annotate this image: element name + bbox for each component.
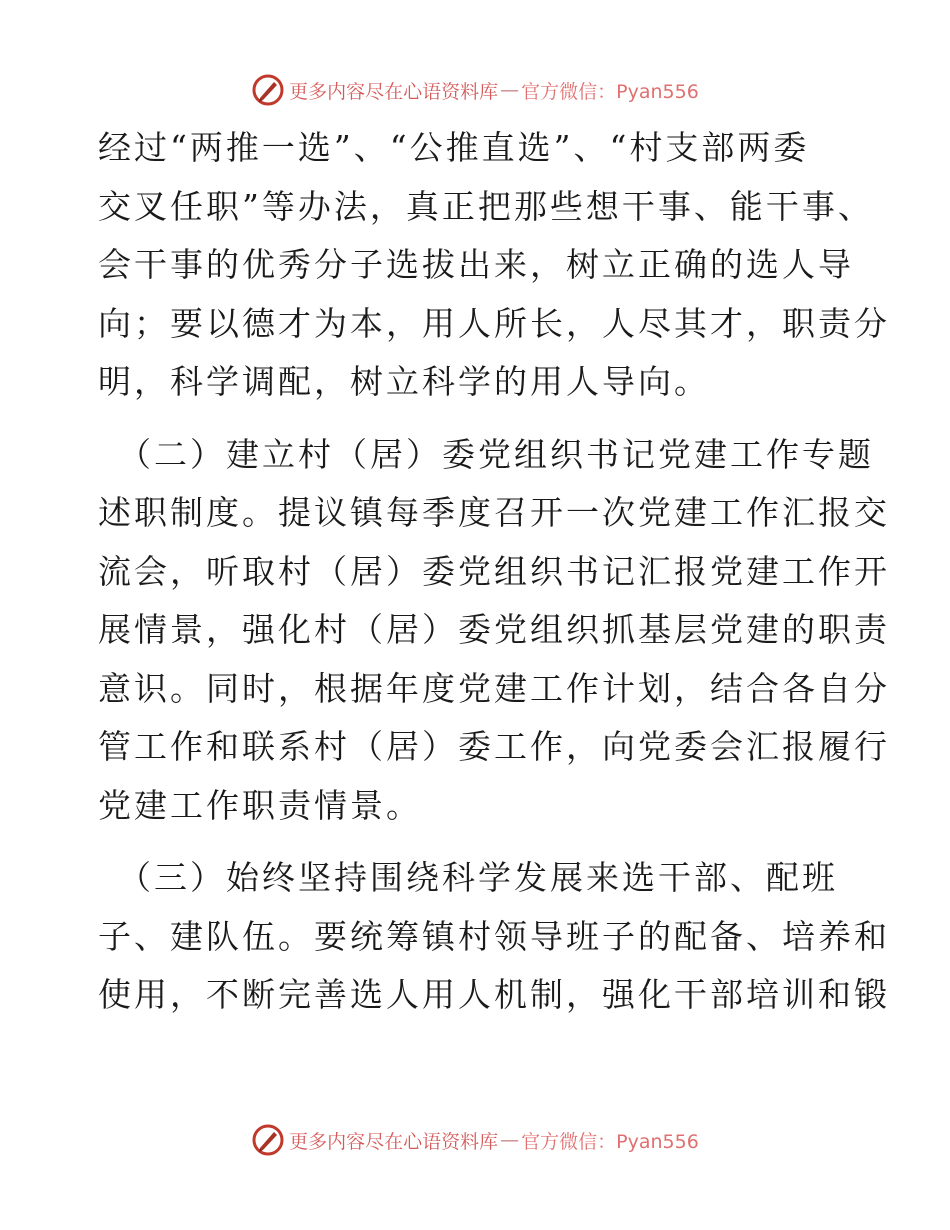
text-line: 子、建队伍。要统筹镇村领导班子的配备、培养和 <box>98 916 890 956</box>
text-line: 经过“两推一选”、“公推直选”、“村支部两委 <box>98 128 810 167</box>
text-line: 流会，听取村（居）委党组织书记汇报党建工作开 <box>98 551 890 591</box>
footer-banner-separator: — <box>500 1129 520 1151</box>
pen-logo-icon <box>251 1123 285 1157</box>
text-line: 管工作和联系村（居）委工作，向党委会汇报履行 <box>98 727 890 766</box>
paragraph-1 <box>98 119 890 412</box>
header-banner <box>0 72 950 108</box>
header-banner-text: 更多内容尽在心语资料库 <box>289 80 499 103</box>
paragraph-2 <box>98 426 890 836</box>
document-body <box>98 119 890 1025</box>
text-line: 会干事的优秀分子选拔出来，树立正确的选人导 <box>98 245 854 284</box>
header-banner-wechat: 官方微信：Pyan556 <box>521 80 699 103</box>
text-line: 党建工作职责情景。 <box>98 785 422 825</box>
footer-banner-wechat: 官方微信：Pyan556 <box>521 1130 699 1153</box>
header-banner-separator: — <box>500 79 520 101</box>
paragraph-3 <box>98 849 890 1025</box>
section-heading-3: （三）始终坚持围绕科学发展来选干部、配班 <box>118 858 838 897</box>
text-line: 交叉任职”等办法，真正把那些想干事、能干事、 <box>98 186 874 226</box>
text-line: 使用，不断完善选人用人机制，强化干部培训和锻 <box>98 975 890 1014</box>
footer-banner-text: 更多内容尽在心语资料库 <box>289 1130 499 1153</box>
text-line: 展情景，强化村（居）委党组织抓基层党建的职责 <box>98 610 890 649</box>
text-line: 述职制度。提议镇每季度召开一次党建工作汇报交 <box>98 493 890 532</box>
pen-logo-icon <box>251 73 285 107</box>
footer-banner <box>0 1122 950 1158</box>
text-line: 明，科学调配，树立科学的用人导向。 <box>98 362 710 401</box>
text-line: 意识。同时，根据年度党建工作计划，结合各自分 <box>98 668 890 708</box>
text-line: 向；要以德才为本，用人所长，人尽其才，职责分 <box>98 303 890 343</box>
section-heading-2: （二）建立村（居）委党组织书记党建工作专题 <box>118 434 874 474</box>
